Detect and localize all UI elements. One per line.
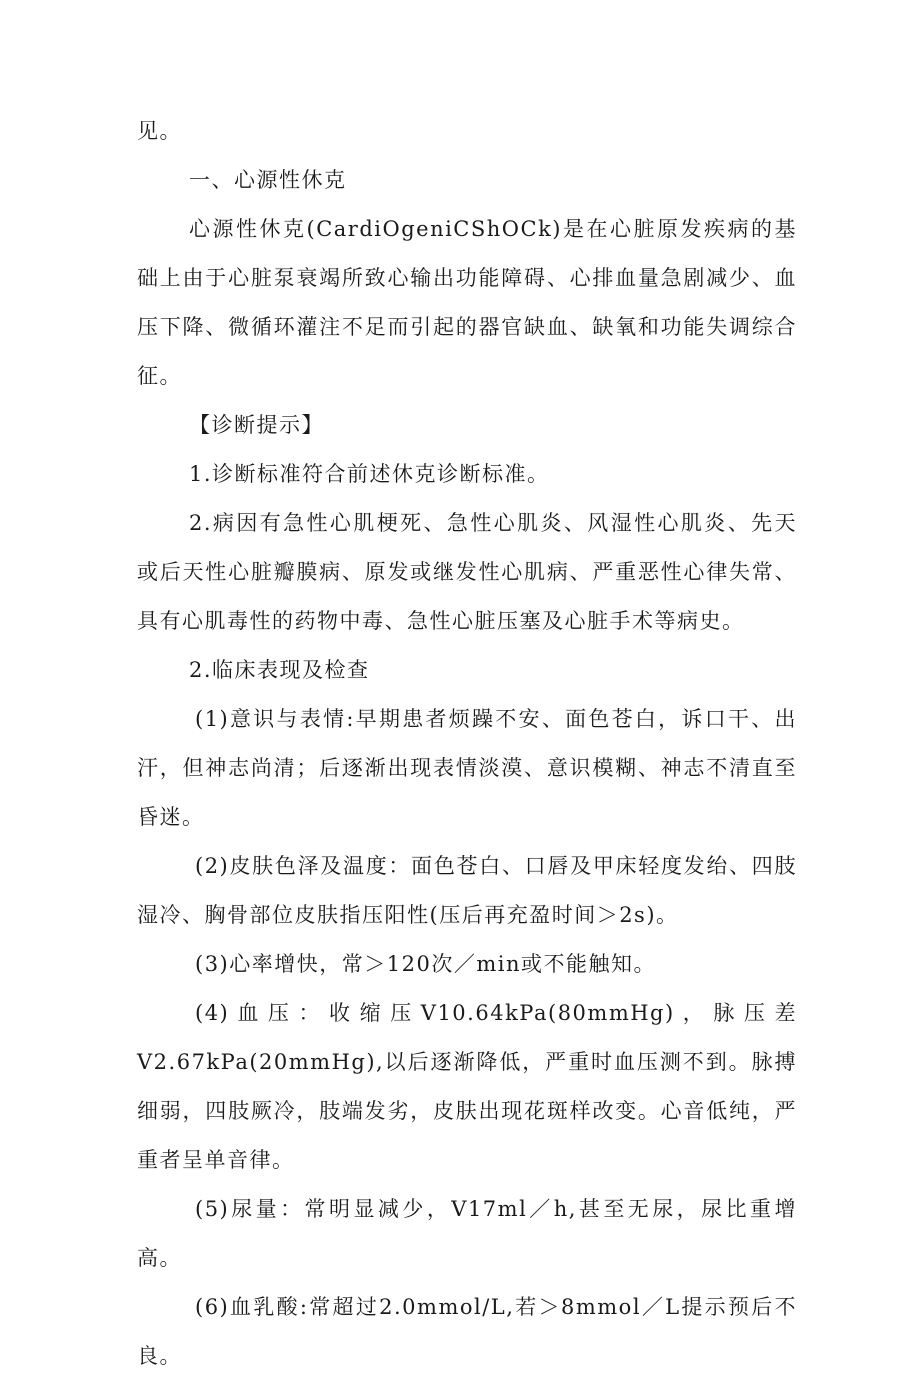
document-body — [137, 107, 797, 1381]
paragraph-etiology: 2.病因有急性心肌梗死、急性心肌炎、风湿性心肌炎、先天或后天性心脏瓣膜病、原发或继发性心肌病、严重恶性心律失常、具有心肌毒性的药物中毒、急性心脏压塞及心脏手术等病史。 — [137, 511, 797, 633]
paragraph-criteria: 1.诊断标准符合前述休克诊断标准。 — [189, 462, 550, 486]
paragraph-definition: 心源性休克(CardiOgeniCShOCk)是在心脏原发疾病的基础上由于心脏泵衰竭所致心输出功能障碍、心排血量急剧减少、血压下降、微循环灌注不足而引起的器官缺血、缺氧和功能失调综合征。 — [137, 217, 797, 388]
paragraph-urine: (5)尿量：常明显减少，V17ml／h,甚至无尿，尿比重增高。 — [137, 1197, 797, 1270]
paragraph-clinical-heading: 2.临床表现及检查 — [189, 658, 370, 682]
paragraph-continuation: 见。 — [137, 119, 182, 143]
paragraph-blood-pressure: (4)血压：收缩压V10.64kPa(80mmHg)，脉压差V2.67kPa(20mmHg),以后逐渐降低，严重时血压测不到。脉搏细弱，四肢厥冷，肢端发劣，皮肤出现花斑样改变。心音低纯，严重者呈单音律。 — [137, 1001, 797, 1172]
section-heading: 一、心源性休克 — [189, 168, 347, 192]
paragraph-heart-rate: (3)心率增快，常＞120次／min或不能触知。 — [195, 952, 656, 976]
paragraph-consciousness: (1)意识与表情:早期患者烦躁不安、面色苍白，诉口干、出汗，但神志尚清；后逐渐出现表情淡漠、意识模糊、神志不清直至昏迷。 — [137, 707, 797, 829]
paragraph-skin: (2)皮肤色泽及温度：面色苍白、口唇及甲床轻度发绐、四肢湿冷、胸骨部位皮肤指压阳性(压后再充盈时间＞2s)。 — [137, 854, 797, 927]
subheading-diagnosis: 【诊断提示】 — [189, 413, 324, 437]
paragraph-lactate: (6)血乳酸:常超过2.0mmol/L,若＞8mmol／L提示预后不良。 — [137, 1295, 797, 1368]
